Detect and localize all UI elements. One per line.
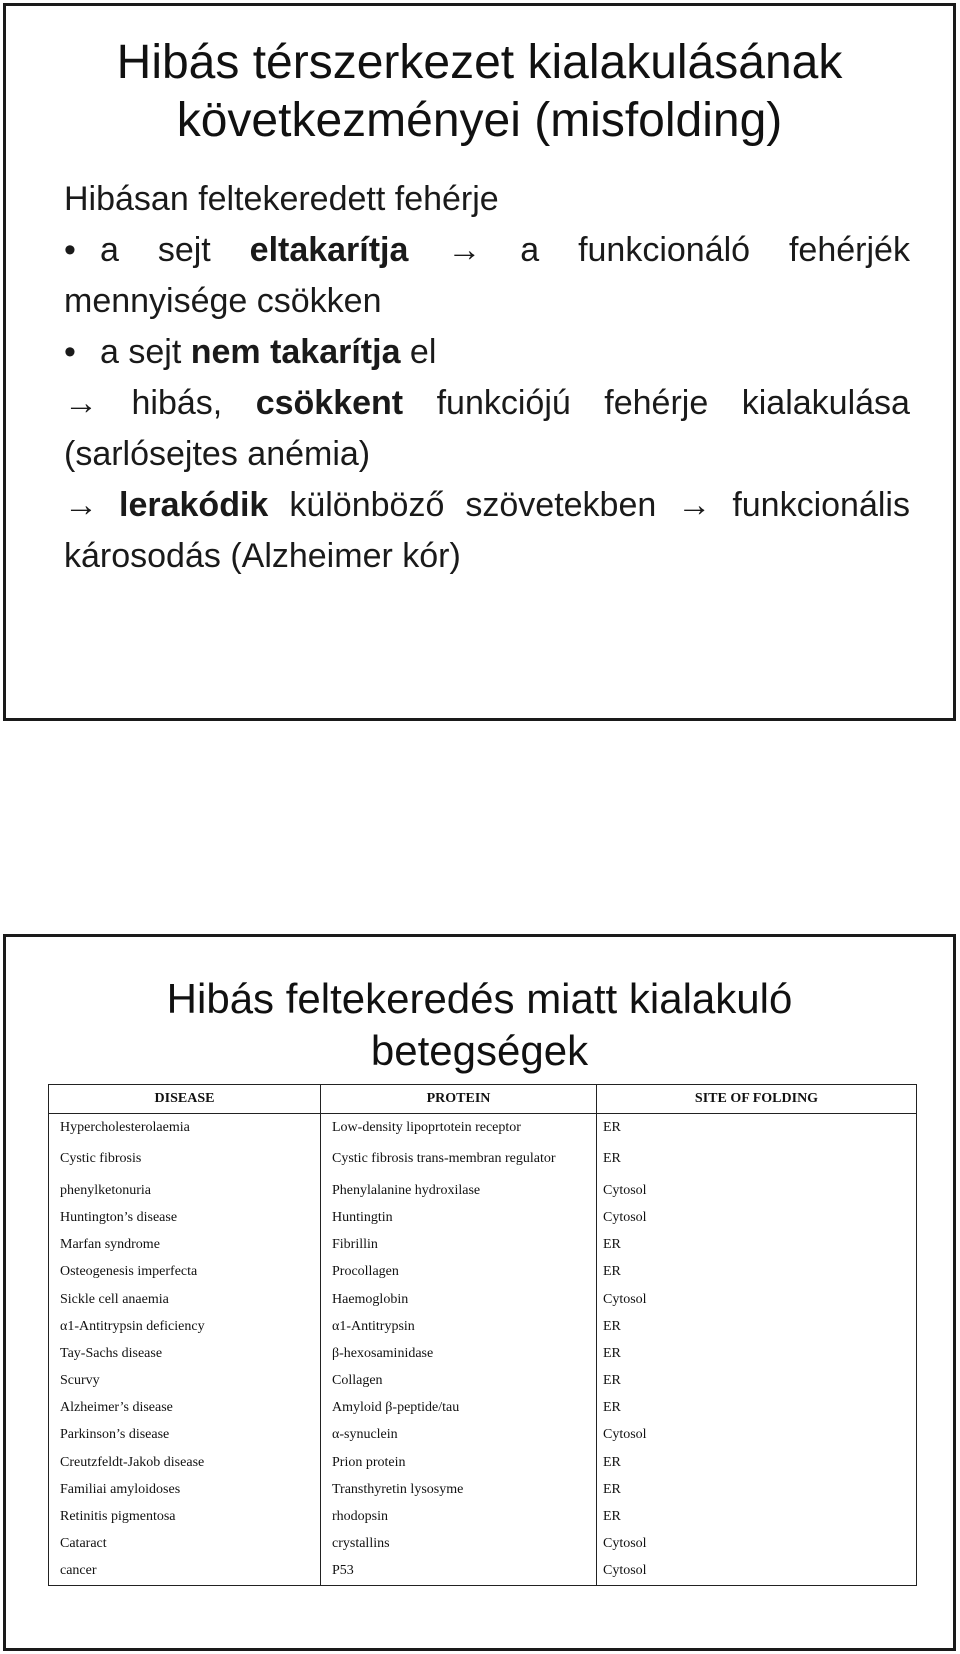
- site-cell: ER: [597, 1503, 917, 1530]
- site-cell: Cytosol: [597, 1204, 917, 1231]
- text: el: [400, 333, 437, 371]
- slide2-title-line2: betegségek: [370, 1027, 589, 1074]
- protein-cell: Fibrillin: [321, 1232, 597, 1259]
- protein-cell: β-hexosaminidase: [321, 1340, 597, 1367]
- protein-cell: Cystic fibrosis trans-membran regulator: [321, 1141, 597, 1177]
- arrow-icon: →: [447, 231, 482, 269]
- site-cell: ER: [597, 1476, 917, 1503]
- word: fehérje: [604, 384, 709, 422]
- protein-cell: crystallins: [321, 1531, 597, 1558]
- slide1-title-line1: Hibás térszerkezet kialakulásának: [116, 36, 843, 89]
- protein-cell: α-synuclein: [321, 1422, 597, 1449]
- protein-cell: Collagen: [321, 1368, 597, 1395]
- slide1-title: [6, 34, 953, 150]
- disease-cell: Creutzfeldt-Jakob disease: [49, 1449, 321, 1476]
- header-site: SITE OF FOLDING: [597, 1085, 917, 1114]
- site-cell: Cytosol: [597, 1531, 917, 1558]
- arrow-icon: →: [64, 384, 98, 422]
- table-row: [49, 1313, 917, 1340]
- table-row: [49, 1141, 917, 1177]
- disease-cell: Sickle cell anaemia: [49, 1286, 321, 1313]
- table-header-row: [49, 1085, 917, 1114]
- site-cell: Cytosol: [597, 1286, 917, 1313]
- site-cell: ER: [597, 1368, 917, 1395]
- word: kialakulása: [741, 384, 910, 422]
- bold-word: lerakódik: [119, 486, 269, 524]
- protein-cell: Procollagen: [321, 1259, 597, 1286]
- slide1-title-line2: következményei (misfolding): [176, 94, 783, 147]
- disease-cell: Marfan syndrome: [49, 1232, 321, 1259]
- intro-line: Hibásan feltekeredett fehérje: [64, 180, 499, 218]
- word: fehérjék: [788, 231, 910, 269]
- consequence2-continuation: károsodás (Alzheimer kór): [64, 537, 461, 575]
- protein-cell: Prion protein: [321, 1449, 597, 1476]
- table-row: [49, 1204, 917, 1231]
- table-row: [49, 1177, 917, 1204]
- table-row: [49, 1422, 917, 1449]
- word: funkcionális: [732, 486, 910, 524]
- disease-cell: Tay-Sachs disease: [49, 1340, 321, 1367]
- site-cell: ER: [597, 1141, 917, 1177]
- word: hibás,: [131, 384, 223, 422]
- word: a: [100, 231, 119, 269]
- site-cell: ER: [597, 1259, 917, 1286]
- bullet2-line: [64, 327, 910, 378]
- disease-cell: cancer: [49, 1558, 321, 1586]
- header-protein: PROTEIN: [321, 1085, 597, 1114]
- disease-cell: Alzheimer’s disease: [49, 1395, 321, 1422]
- text: a sejt: [100, 333, 191, 371]
- protein-cell: rhodopsin: [321, 1503, 597, 1530]
- table-row: [49, 1449, 917, 1476]
- protein-cell: Transthyretin lysosyme: [321, 1476, 597, 1503]
- protein-cell: Low-density lipoprtotein receptor: [321, 1114, 597, 1142]
- arrow-icon: →: [677, 486, 712, 524]
- disease-table: [48, 1084, 917, 1586]
- table-row: [49, 1114, 917, 1142]
- table-row: [49, 1395, 917, 1422]
- protein-cell: Haemoglobin: [321, 1286, 597, 1313]
- disease-cell: Scurvy: [49, 1368, 321, 1395]
- disease-cell: Huntington’s disease: [49, 1204, 321, 1231]
- slide-misfolding-diseases: [3, 934, 956, 1651]
- bold-word: eltakarítja: [249, 231, 409, 269]
- disease-cell: α1-Antitrypsin deficiency: [49, 1313, 321, 1340]
- protein-cell: Amyloid β-peptide/tau: [321, 1395, 597, 1422]
- word: a: [520, 231, 540, 269]
- disease-cell: Familiai amyloidoses: [49, 1476, 321, 1503]
- bullet-marker: •: [64, 231, 76, 269]
- word: különböző: [289, 486, 445, 524]
- disease-cell: Osteogenesis imperfecta: [49, 1259, 321, 1286]
- site-cell: ER: [597, 1340, 917, 1367]
- word: funkcionáló: [578, 231, 751, 269]
- disease-cell: Hypercholesterolaemia: [49, 1114, 321, 1142]
- slide-misfolding-consequences: [3, 3, 956, 721]
- slide2-title-line1: Hibás feltekeredés miatt kialakuló: [166, 975, 793, 1022]
- site-cell: ER: [597, 1232, 917, 1259]
- header-disease: DISEASE: [49, 1085, 321, 1114]
- table-row: [49, 1476, 917, 1503]
- site-cell: ER: [597, 1395, 917, 1422]
- table-row: [49, 1232, 917, 1259]
- table-row: [49, 1558, 917, 1586]
- protein-cell: Huntingtin: [321, 1204, 597, 1231]
- bullet1-continuation: mennyisége csökken: [64, 282, 382, 320]
- table-row: [49, 1368, 917, 1395]
- protein-cell: α1-Antitrypsin: [321, 1313, 597, 1340]
- disease-cell: Retinitis pigmentosa: [49, 1503, 321, 1530]
- table-row: [49, 1259, 917, 1286]
- bold-text: nem takarítja: [190, 333, 401, 371]
- bullet-marker: •: [64, 333, 76, 371]
- word: szövetekben: [465, 486, 657, 524]
- slide1-body: [64, 174, 910, 582]
- bullet1-line: [64, 225, 910, 276]
- table-body: [49, 1114, 917, 1586]
- word: funkciójú: [436, 384, 571, 422]
- consequence2-line: [64, 480, 910, 531]
- protein-cell: Phenylalanine hydroxilase: [321, 1177, 597, 1204]
- site-cell: ER: [597, 1449, 917, 1476]
- consequence1-continuation: (sarlósejtes anémia): [64, 435, 371, 473]
- consequence1-line: [64, 378, 910, 429]
- site-cell: ER: [597, 1313, 917, 1340]
- table-row: [49, 1503, 917, 1530]
- disease-cell: Parkinson’s disease: [49, 1422, 321, 1449]
- disease-cell: Cataract: [49, 1531, 321, 1558]
- table-row: [49, 1286, 917, 1313]
- table-row: [49, 1340, 917, 1367]
- site-cell: Cytosol: [597, 1558, 917, 1586]
- site-cell: Cytosol: [597, 1177, 917, 1204]
- disease-cell: Cystic fibrosis: [49, 1141, 321, 1177]
- slide2-title: [6, 973, 953, 1077]
- word: sejt: [157, 231, 211, 269]
- site-cell: Cytosol: [597, 1422, 917, 1449]
- table-row: [49, 1531, 917, 1558]
- protein-cell: P53: [321, 1558, 597, 1586]
- bold-word: csökkent: [255, 384, 404, 422]
- site-cell: ER: [597, 1114, 917, 1142]
- arrow-icon: →: [64, 486, 98, 524]
- disease-cell: phenylketonuria: [49, 1177, 321, 1204]
